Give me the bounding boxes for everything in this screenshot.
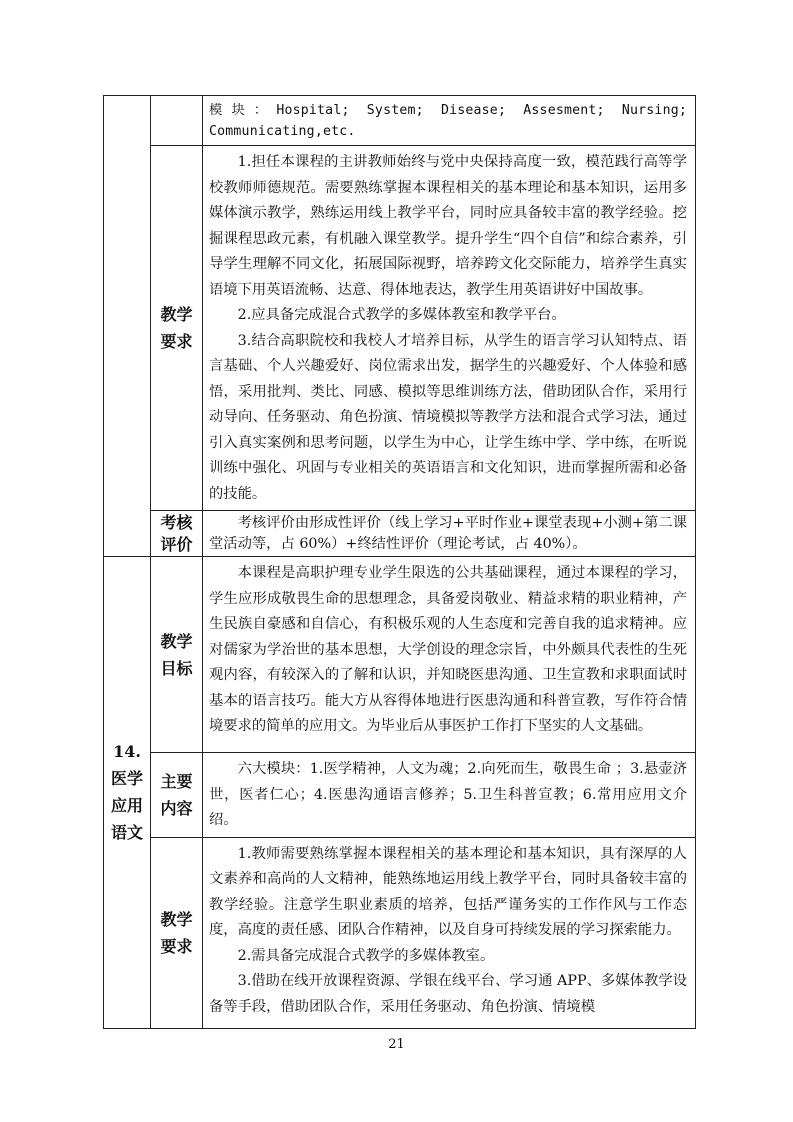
content-cell	[203, 511, 696, 557]
label-teaching-goals: 教学目标	[160, 631, 193, 678]
modules-text: 模块：Hospital; System; Disease; Assesment; Nursing; Communicating,etc.	[209, 103, 687, 139]
table-row	[104, 557, 696, 753]
label-cell-empty	[151, 96, 203, 146]
table-row	[104, 837, 696, 1028]
curriculum-table	[103, 95, 696, 1029]
label-teaching-requirements: 教学要求	[160, 305, 193, 351]
table-row	[104, 96, 696, 146]
label-cell	[151, 837, 203, 1028]
label-assessment: 考核评价	[160, 512, 193, 554]
section-14-title: 14.医学应用语文	[110, 742, 143, 843]
content-cell	[203, 557, 696, 753]
table-row	[104, 511, 696, 557]
label-cell	[151, 753, 203, 838]
paragraph: 3.结合高职院校和我校人才培养目标，从学生的语言学习认知特点、语言基础、个人兴趣爱好、岗位需求出发，据学生的兴趣爱好、个人体验和感悟，采用批判、类比、同感、模拟等思维训练方法，借助团队合作，采用行动导向、任务驱动、角色扮演、情境模拟等教学方法和混合式学习法，通过引入真实案例和思考问题，以学生为中心，让学生练中学、学中练，在听说训练中强化、巩固与专业相关的英语语言和文化知识，进而掌握所需和必备的技能。	[209, 332, 687, 502]
paragraph: 1.担任本课程的主讲教师始终与党中央保持高度一致，模范践行高等学校教师师德规范。需要熟练掌握本课程相关的基本理论和基本知识，运用多媒体演示教学，熟练运用线上教学平台，同时应具备较丰富的教学经验。挖掘课程思政元素，有机融入课堂教学。提升学生“四个自信”和综合素养，引导学生理解不同文化，拓展国际视野，培养跨文化交际能力，培养学生真实语境下用英语流畅、达意、得体地表达，教学生用英语讲好中国故事。	[209, 154, 687, 298]
paragraph: 2.应具备完成混合式教学的多媒体教室和教学平台。	[237, 307, 566, 323]
content-cell	[203, 146, 696, 511]
prev-section-cell	[104, 96, 151, 557]
paragraph: 六大模块：1.医学精神，人文为魂；2.向死而生，敬畏生命 ；3.悬壶济世，医者仁心；4.医患沟通语言修养；5.卫生科普宣教；6.常用应用文介绍。	[209, 761, 687, 828]
label-cell	[151, 511, 203, 557]
content-cell	[203, 837, 696, 1028]
paragraph: 考核评价由形成性评价（线上学习+平时作业+课堂表现+小测+第二课堂活动等，占 60%）+终结性评价（理论考试，占 40%）。	[209, 515, 687, 552]
content-cell	[203, 753, 696, 838]
section-cell	[104, 557, 151, 1029]
table-row	[104, 146, 696, 511]
page-number: 21	[388, 1037, 405, 1052]
paragraph: 1.教师需要熟练掌握本课程相关的基本理论和基本知识，具有深厚的人文素养和高尚的人文精神，能熟练地运用线上教学平台，同时具备较丰富的教学经验。注意学生职业素质的培养，包括严谨务实的工作作风与工作态度，高度的责任感、团队合作精神，以及自身可持续发展的学习探索能力。	[209, 845, 687, 938]
content-cell	[203, 96, 696, 146]
label-cell	[151, 557, 203, 753]
paragraph: 2.需具备完成混合式教学的多媒体教室。	[237, 947, 495, 964]
paragraph: 3.借助在线开放课程资源、学银在线平台、学习通 APP、多媒体教学设备等手段，借助团队合作，采用任务驱动、角色扮演、情境模	[209, 973, 687, 1015]
table-row	[104, 753, 696, 838]
paragraph: 本课程是高职护理专业学生限选的公共基础课程，通过本课程的学习，学生应形成敬畏生命的思想理念，具备爱岗敬业、精益求精的职业精神，产生民族自豪感和自信心，有积极乐观的人生态度和完善自我的追求精神。应对儒家为学治世的基本思想，大学创设的理念宗旨，中外颇具代表性的生死观内容，有较深入的了解和认识，并知晓医患沟通、卫生宣教和求职面试时基本的语言技巧。能大方从容得体地进行医患沟通和科普宣教，写作符合情境要求的简单的应用文。为毕业后从事医护工作打下坚实的人文基础。	[209, 565, 687, 734]
label-teaching-requirements: 教学要求	[160, 909, 193, 956]
label-cell	[151, 146, 203, 511]
label-main-content: 主要内容	[160, 771, 193, 818]
